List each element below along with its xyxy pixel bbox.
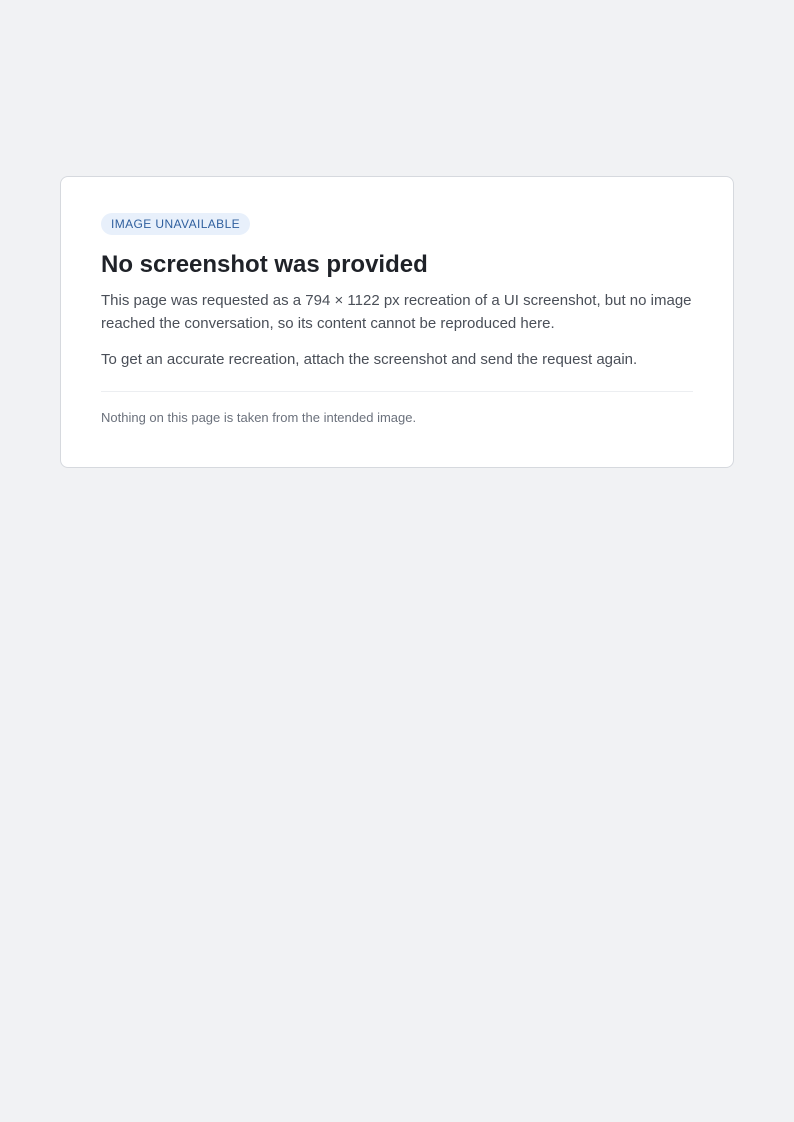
- instruction-text: To get an accurate recreation, attach the screenshot and send the request again.: [101, 350, 638, 368]
- page-title: No screenshot was provided: [101, 251, 428, 278]
- placeholder-panel: [60, 176, 734, 468]
- explanation-text: This page was requested as a 794 × 1122 px recreation of a UI screenshot, but no image reached the conversation, so its content cannot be reproduced here.: [101, 292, 692, 333]
- status-badge: IMAGE UNAVAILABLE: [101, 213, 250, 235]
- disclaimer-text: Nothing on this page is taken from the intended image.: [101, 391, 693, 428]
